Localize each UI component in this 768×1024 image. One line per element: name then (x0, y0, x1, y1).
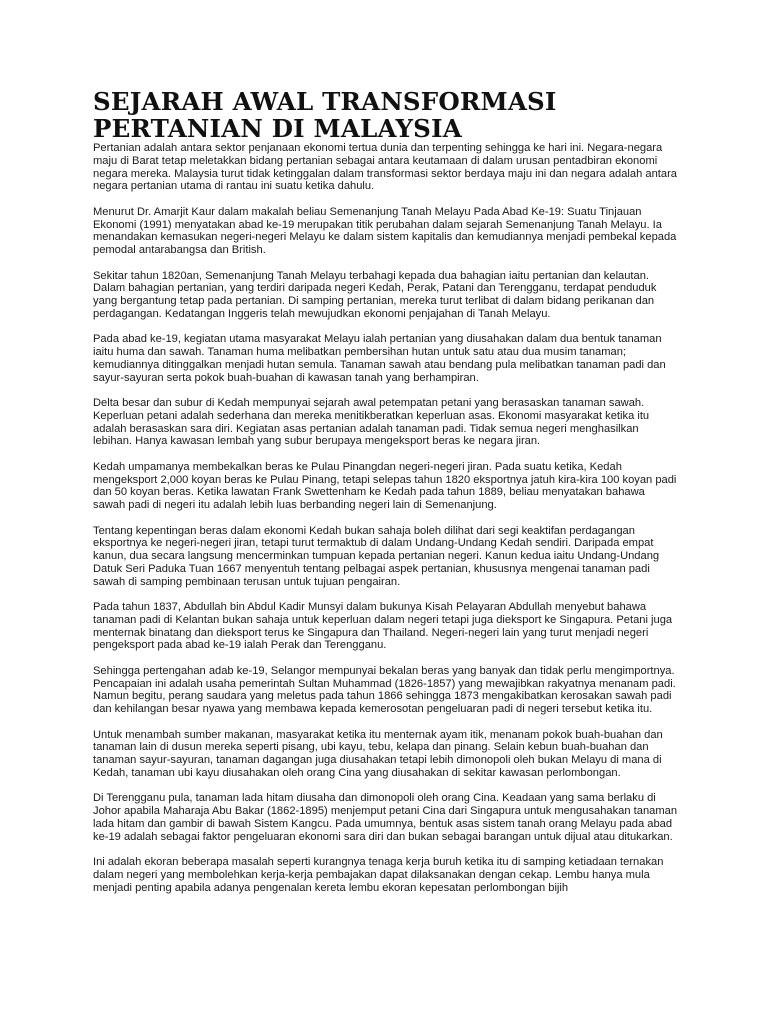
paragraph: Ini adalah ekoran beberapa masalah seperti kurangnya tenaga kerja buruh ketika itu di samping ketiadaan ternakan dalam negeri yang membolehkan kerja-kerja pembajakan dapat dilaksanakan dengan cekap. Lembu hanya mula menjadi penting apabila adanya pengenalan kereta lembu ekoran kepesatan perlombongan bijih (93, 856, 664, 894)
paragraph: Kedah umpamanya membekalkan beras ke Pulau Pinangdan negeri-negeri jiran. Pada suatu ketika, Kedah mengeksport 2,000 koyan beras ke Pulau Pinang, tetapi selepas tahun 1820 eksportnya jatuh kira-kira 100 koyan padi dan 50 koyan beras. Ketika lawatan Frank Swettenham ke Kedah pada tahun 1889, beliau menyatakan bahawa sawah padi di negeri itu adalah lebih luas berbanding negeri lain di Semenanjung. (93, 460, 677, 511)
paragraph: Pada abad ke-19, kegiatan utama masyarakat Melayu ialah pertanian yang diusahakan dalam dua bentuk tanaman iaitu huma dan sawah. Tanaman huma melibatkan pembersihan hutan untuk satu atau dua musim tanaman; kemudiannya ditinggalkan menjadi hutan semula. Tanaman sawah atau bendang pula melibatkan tanaman padi dan sayur-sayuran serta pokok buah-buahan di kawasan tanah yang berhampiran. (93, 333, 666, 384)
paragraph: Untuk menambah sumber makanan, masyarakat ketika itu menternak ayam itik, menanam pokok buah-buahan dan tanaman lain di dusun mereka seperti pisang, ubi kayu, tebu, kelapa dan pinang. Selain kebun buah-buahan dan tanaman sayur-sayuran, tanaman dagangan juga diusahakan tetapi lebih dimonopoli oleh bukan Melayu di mana di Kedah, tanaman ubi kayu diusahakan oleh orang Cina yang diusahakan di sekitar kawasan perlombongan. (93, 728, 663, 779)
document-title (93, 88, 678, 142)
paragraph: Tentang kepentingan beras dalam ekonomi Kedah bukan sahaja boleh dilihat dari segi keaktifan perdagangan eksportnya ke negeri-negeri jiran, tetapi turut termaktub di dalam Undang-Undang Kedah sendiri. Daripada empat kanun, dua secara langsung mencerminkan tumpuan kepada pertanian negeri. Kanun kedua iaitu Undang-Undang Datuk Seri Paduka Tuan 1667 menyentuh tentang pelbagai aspek pertanian, khususnya mengenai tanaman padi sawah di samping pembinaan terusan untuk tujuan pengairan. (93, 524, 660, 588)
document-body (93, 142, 678, 894)
paragraph: Delta besar dan subur di Kedah mempunyai sejarah awal petempatan petani yang berasaskan tanaman sawah. Keperluan petani adalah sederhana dan mereka menitikberatkan keperluan asas. Ekonomi masyarakat ketika itu adalah berasaskan sara diri. Kegiatan asas pertanian adalah tanaman padi. Tidak semua negeri menghasilkan lebihan. Hanya kawasan lembah yang subur berupaya mengeksport beras ke negara jiran. (93, 397, 650, 448)
title-line-1: SEJARAH AWAL TRANSFORMASI (93, 87, 557, 116)
paragraph: Di Terengganu pula, tanaman lada hitam diusaha dan dimonopoli oleh orang Cina. Keadaan yang sama berlaku di Johor apabila Maharaja Abu Bakar (1862-1895) menjemput petani Cina dari Singapura untuk mengusahakan tanaman lada hitam dan gambir di bawah Sistem Kangcu. Pada umumnya, bentuk asas sistem tanah orang Melayu pada abad ke-19 adalah sebagai faktor pengeluaran ekonomi sara diri dan bukan sebagai barangan untuk dijual atau ditukarkan. (93, 792, 678, 843)
paragraph: Pada tahun 1837, Abdullah bin Abdul Kadir Munsyi dalam bukunya Kisah Pelayaran Abdullah menyebut bahawa tanaman padi di Kelantan bukan sahaja untuk keperluan dalam negeri tetapi juga dieksport ke Singapura. Petani juga menternak binatang dan dieksport terus ke Singapura dan Thailand. Negeri-negeri lain yang turut menjadi negeri pengeksport pada abad ke-19 ialah Perak dan Terengganu. (93, 601, 673, 652)
document-page (93, 88, 678, 894)
paragraph: Pertanian adalah antara sektor penjanaan ekonomi tertua dunia dan terpenting sehingga ke hari ini. Negara-negara maju di Barat tetap meletakkan bidang pertanian sebagai antara keutamaan di dalam urusan pentadbiran ekonomi negara mereka. Malaysia turut tidak ketinggalan dalam transformasi sektor berdaya maju ini dan negara adalah antara negara pertanian utama di rantau ini suatu ketika dahulu. (93, 142, 677, 193)
paragraph: Menurut Dr. Amarjit Kaur dalam makalah beliau Semenanjung Tanah Melayu Pada Abad Ke-19: Suatu Tinjauan Ekonomi (1991) menyatakan abad ke-19 merupakan titik perubahan dalam sejarah Semenanjung Tanah Melayu. Ia menandakan kemasukan negeri-negeri Melayu ke dalam sistem kapitalis dan kemudiannya menjadi pembekal kepada pemodal antarabangsa dan British. (93, 205, 677, 256)
title-line-2: PERTANIAN DI MALAYSIA (93, 114, 462, 143)
paragraph: Sekitar tahun 1820an, Semenanjung Tanah Melayu terbahagi kepada dua bahagian iaitu pertanian dan kelautan. Dalam bahagian pertanian, yang terdiri daripada negeri Kedah, Perak, Patani dan Terengganu, terdapat penduduk yang bergantung tetap pada pertanian. Di samping pertanian, mereka turut terlibat di dalam bidang perikanan dan perdagangan. Kedatangan Inggeris telah mewujudkan ekonomi penjajahan di Tanah Melayu. (93, 269, 657, 320)
paragraph: Sehingga pertengahan adab ke-19, Selangor mempunyai bekalan beras yang banyak dan tidak perlu mengimportnya. Pencapaian ini adalah usaha pemerintah Sultan Muhammad (1826-1857) yang mewajibkan rakyatnya menanam padi. Namun begitu, perang saudara yang meletus pada tahun 1866 sehingga 1873 mengakibatkan kerosakan sawah padi dan kehilangan besar nyawa yang membawa kepada kemerosotan pengeluaran padi di negeri tersebut ketika itu. (93, 664, 676, 715)
